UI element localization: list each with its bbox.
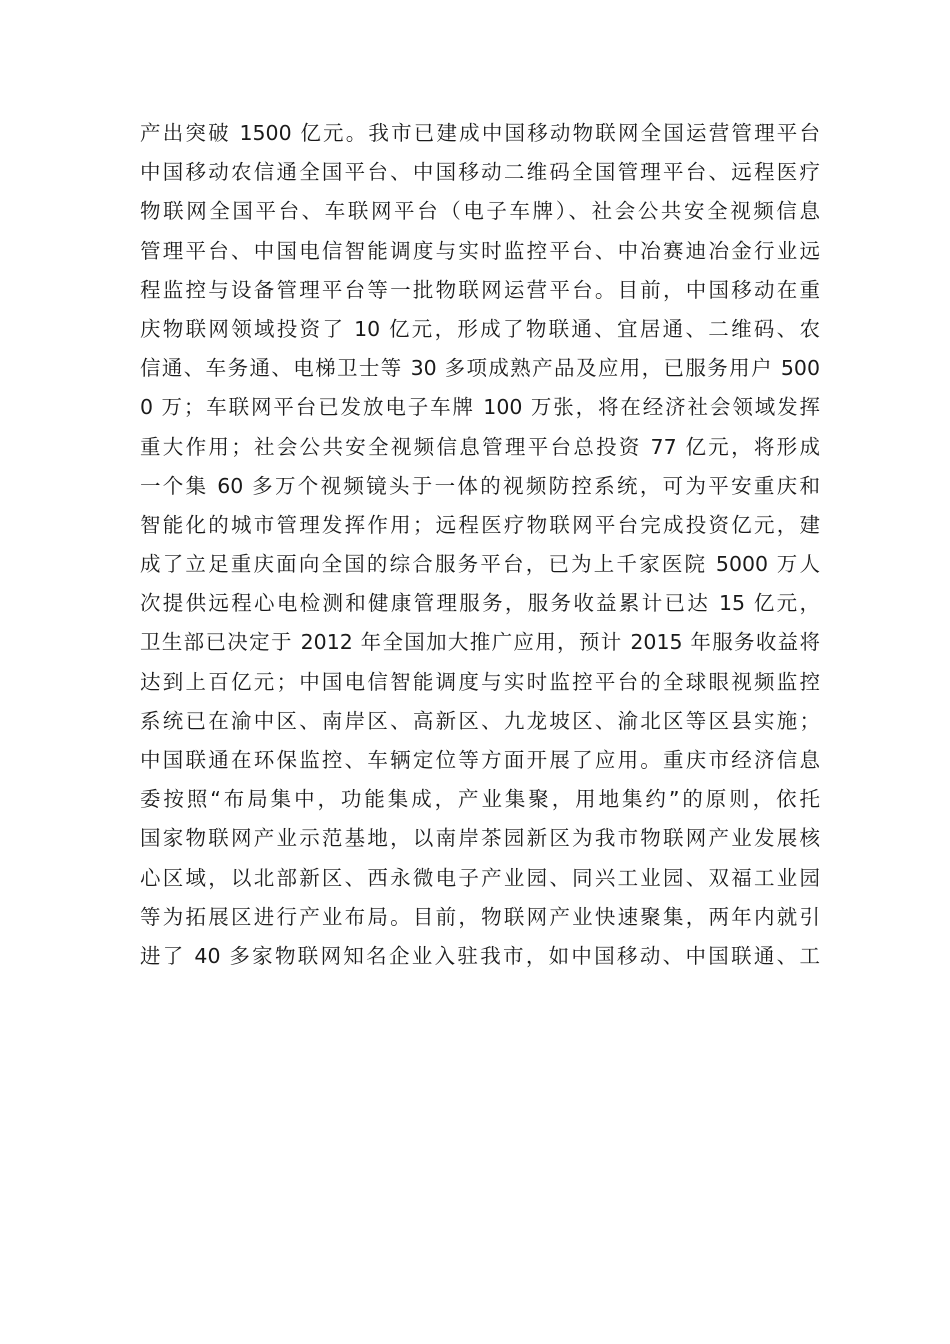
- text-line: 中国移动农信通全国平台、中国移动二维码全国管理平台、远程医疗: [140, 160, 820, 185]
- text-line: 次提供远程心电检测和健康管理服务，服务收益累计已达 15 亿元，: [140, 591, 820, 616]
- text-line: 委按照“布局集中，功能集成，产业集聚，用地集约”的原则，依托: [140, 787, 820, 812]
- text-line: 0 万；车联网平台已发放电子车牌 100 万张，将在经济社会领域发挥: [140, 395, 820, 420]
- text-line: 系统已在渝中区、南岸区、高新区、九龙坡区、渝北区等区县实施；: [140, 708, 820, 733]
- text-line: 等为拓展区进行产业布局。目前，物联网产业快速聚集，两年内就引: [140, 904, 820, 929]
- text-line: 信通、车务通、电梯卫士等 30 多项成熟产品及应用，已服务用户 500: [140, 356, 820, 381]
- text-line: 心区域，以北部新区、西永微电子产业园、同兴工业园、双福工业园: [140, 865, 820, 890]
- text-line: 管理平台、中国电信智能调度与实时监控平台、中冶赛迪冶金行业远: [140, 238, 820, 263]
- text-line: 达到上百亿元；中国电信智能调度与实时监控平台的全球眼视频监控: [140, 669, 820, 694]
- text-line: 程监控与设备管理平台等一批物联网运营平台。目前，中国移动在重: [140, 277, 820, 302]
- text-line: 智能化的城市管理发挥作用；远程医疗物联网平台完成投资亿元，建: [140, 512, 820, 537]
- text-line: 庆物联网领域投资了 10 亿元，形成了物联通、宜居通、二维码、农: [140, 316, 820, 341]
- text-line: 一个集 60 多万个视频镜头于一体的视频防控系统，可为平安重庆和: [140, 473, 820, 498]
- body-text: [140, 114, 820, 976]
- text-line: 国家物联网产业示范基地，以南岸茶园新区为我市物联网产业发展核: [140, 826, 820, 851]
- text-line: 物联网全国平台、车联网平台（电子车牌）、社会公共安全视频信息: [140, 199, 820, 224]
- text-line: 卫生部已决定于 2012 年全国加大推广应用，预计 2015 年服务收益将: [140, 630, 820, 655]
- text-line: 中国联通在环保监控、车辆定位等方面开展了应用。重庆市经济信息: [140, 748, 820, 772]
- text-line: 成了立足重庆面向全国的综合服务平台，已为上千家医院 5000 万人: [140, 552, 820, 577]
- text-line: 重大作用；社会公共安全视频信息管理平台总投资 77 亿元，将形成: [140, 434, 820, 459]
- text-line: 进了 40 多家物联网知名企业入驻我市，如中国移动、中国联通、工: [140, 943, 820, 968]
- text-line: 产出突破 1500 亿元。我市已建成中国移动物联网全国运营管理平台: [140, 121, 820, 145]
